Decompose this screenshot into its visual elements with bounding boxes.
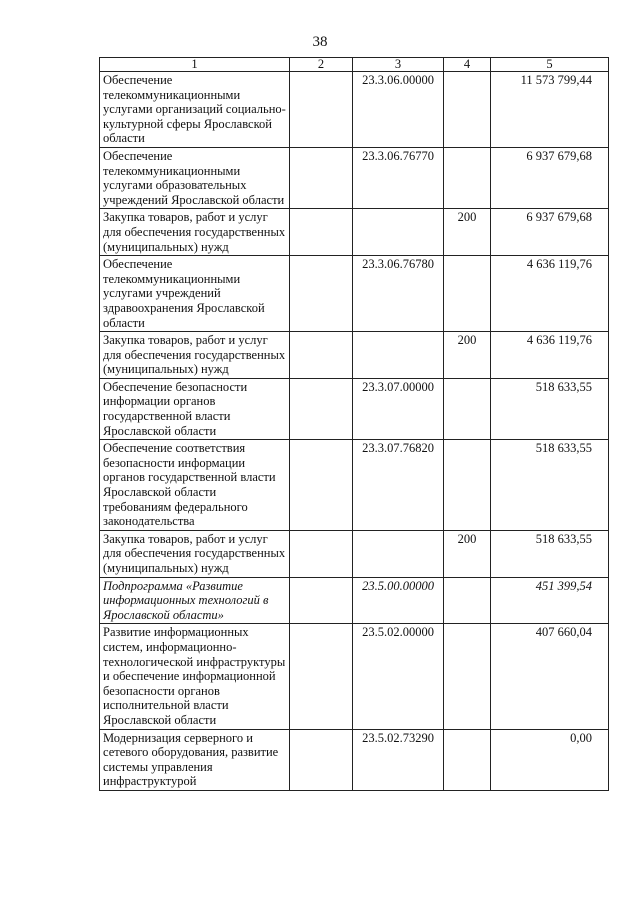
row-amount: 518 633,55 <box>491 378 609 439</box>
row-kvr <box>444 72 491 148</box>
table-row <box>100 440 609 531</box>
row-amount: 6 937 679,68 <box>491 209 609 256</box>
page-number: 38 <box>312 34 328 50</box>
table-header <box>100 58 609 72</box>
row-kvr: 200 <box>444 332 491 379</box>
row-amount: 6 937 679,68 <box>491 147 609 208</box>
row-kvr <box>444 440 491 531</box>
row-col2 <box>290 147 353 208</box>
row-code: 23.5.02.73290 <box>353 729 444 790</box>
row-amount: 4 636 119,76 <box>491 256 609 332</box>
row-col2 <box>290 729 353 790</box>
row-name: Обеспечение телекоммуникационными услугами учреждений здравоохранения Ярославской области <box>100 256 290 332</box>
header-col-4: 4 <box>444 58 491 72</box>
row-code: 23.3.07.00000 <box>353 378 444 439</box>
row-amount: 407 660,04 <box>491 624 609 729</box>
row-code: 23.3.06.76770 <box>353 147 444 208</box>
row-col2 <box>290 530 353 577</box>
header-col-1: 1 <box>100 58 290 72</box>
table-row <box>100 624 609 729</box>
row-kvr <box>444 147 491 208</box>
row-code <box>353 530 444 577</box>
row-name: Обеспечение телекоммуникационными услугами организаций социально-культурной сферы Ярославской области <box>100 72 290 148</box>
row-name: Подпрограмма «Развитие информационных технологий в Ярославской области» <box>100 577 290 624</box>
row-code: 23.3.07.76820 <box>353 440 444 531</box>
row-kvr <box>444 624 491 729</box>
row-name: Модернизация серверного и сетевого оборудования, развитие системы управления инфраструктурой <box>100 729 290 790</box>
table-body <box>100 72 609 791</box>
row-name: Обеспечение телекоммуникационными услугами образовательных учреждений Ярославской области <box>100 147 290 208</box>
row-code: 23.5.00.00000 <box>353 577 444 624</box>
row-col2 <box>290 440 353 531</box>
row-code: 23.3.06.00000 <box>353 72 444 148</box>
row-kvr <box>444 577 491 624</box>
table-row <box>100 530 609 577</box>
row-amount: 4 636 119,76 <box>491 332 609 379</box>
table-row <box>100 256 609 332</box>
row-col2 <box>290 378 353 439</box>
row-amount: 518 633,55 <box>491 440 609 531</box>
header-row <box>100 58 609 72</box>
table-row <box>100 729 609 790</box>
row-kvr <box>444 378 491 439</box>
table-row <box>100 147 609 208</box>
table-row <box>100 332 609 379</box>
row-code <box>353 209 444 256</box>
row-amount: 11 573 799,44 <box>491 72 609 148</box>
row-name: Развитие информационных систем, информационно-технологической инфраструктуры и обеспечение информационной безопасности органов исполнительной власти Ярославской области <box>100 624 290 729</box>
row-kvr: 200 <box>444 209 491 256</box>
row-col2 <box>290 332 353 379</box>
row-col2 <box>290 577 353 624</box>
header-col-5: 5 <box>491 58 609 72</box>
table-row <box>100 72 609 148</box>
row-kvr <box>444 729 491 790</box>
row-name: Закупка товаров, работ и услуг для обеспечения государственных (муниципальных) нужд <box>100 209 290 256</box>
row-code <box>353 332 444 379</box>
row-col2 <box>290 209 353 256</box>
row-col2 <box>290 624 353 729</box>
row-col2 <box>290 72 353 148</box>
row-name: Закупка товаров, работ и услуг для обеспечения государственных (муниципальных) нужд <box>100 332 290 379</box>
row-name: Обеспечение соответствия безопасности информации органов государственной власти Ярославской области требованиям федерального законодательства <box>100 440 290 531</box>
row-kvr <box>444 256 491 332</box>
row-amount: 518 633,55 <box>491 530 609 577</box>
table-row <box>100 209 609 256</box>
row-kvr: 200 <box>444 530 491 577</box>
row-col2 <box>290 256 353 332</box>
row-name: Обеспечение безопасности информации органов государственной власти Ярославской области <box>100 378 290 439</box>
row-code: 23.5.02.00000 <box>353 624 444 729</box>
row-amount: 0,00 <box>491 729 609 790</box>
budget-table <box>99 57 609 791</box>
row-code: 23.3.06.76780 <box>353 256 444 332</box>
header-col-2: 2 <box>290 58 353 72</box>
table-row <box>100 378 609 439</box>
header-col-3: 3 <box>353 58 444 72</box>
row-amount: 451 399,54 <box>491 577 609 624</box>
table-row <box>100 577 609 624</box>
row-name: Закупка товаров, работ и услуг для обеспечения государственных (муниципальных) нужд <box>100 530 290 577</box>
